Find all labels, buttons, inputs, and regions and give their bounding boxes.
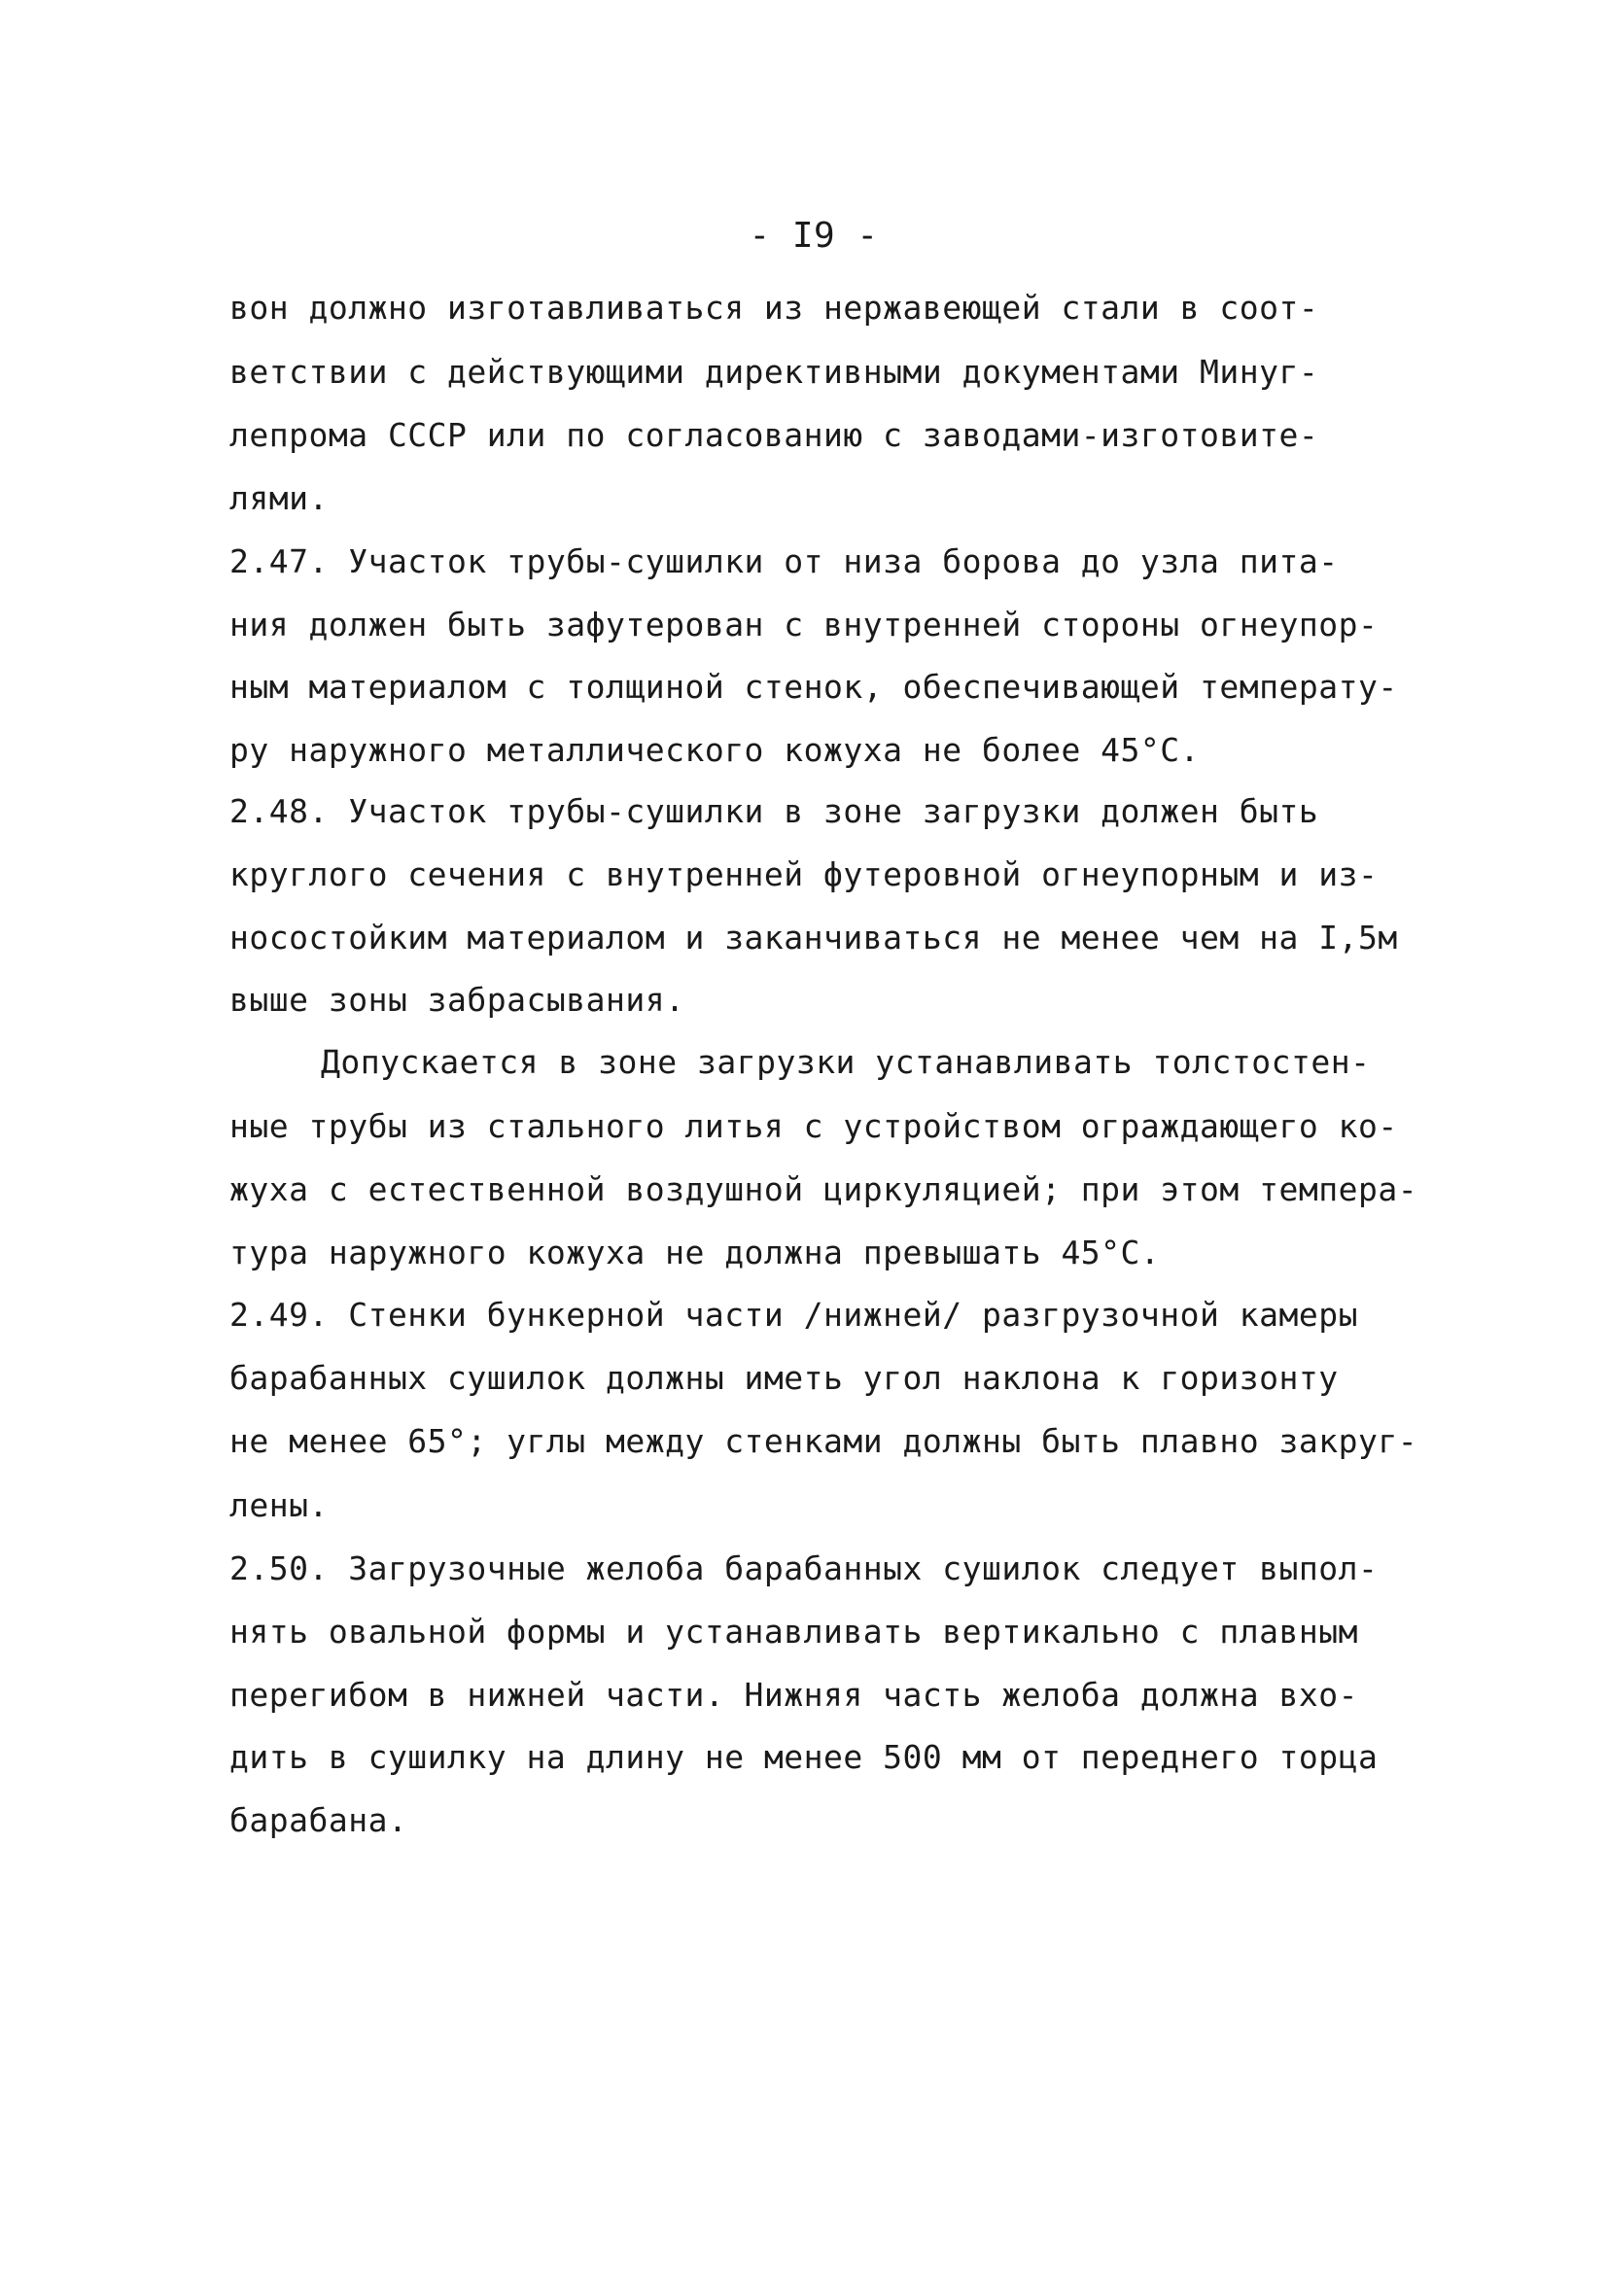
text-line: лены.	[229, 1486, 329, 1524]
text-line: ветствии с действующими директивными документами Минуг-	[229, 353, 1319, 391]
text-line: жуха с естественной воздушной циркуляцией; при этом темпера-	[229, 1170, 1418, 1208]
text-line: Допускается в зоне загрузки устанавливать толстостен-	[321, 1043, 1371, 1081]
text-line: 2.48. Участок трубы-сушилки в зоне загрузки должен быть	[229, 792, 1319, 830]
text-line: лями.	[229, 479, 329, 517]
text-line: ным материалом с толщиной стенок, обеспечивающей температу-	[229, 668, 1398, 706]
text-line: круглого сечения с внутренней футеровной огнеупорным и из-	[229, 855, 1379, 893]
text-line: дить в сушилку на длину не менее 500 мм от переднего торца	[229, 1738, 1379, 1776]
text-line: выше зоны забрасывания.	[229, 981, 685, 1019]
page-number: - I9 -	[749, 216, 879, 256]
text-line: нять овальной формы и устанавливать вертикально с плавным	[229, 1613, 1358, 1651]
text-line: барабанных сушилок должны иметь угол наклона к горизонту	[229, 1359, 1339, 1397]
text-line: барабана.	[229, 1801, 408, 1839]
text-line: лепрома СССР или по согласованию с заводами-изготовите-	[229, 416, 1319, 454]
text-line: ру наружного металлического кожуха не более 45°С.	[229, 731, 1201, 769]
text-line: 2.47. Участок трубы-сушилки от низа борова до узла пита-	[229, 542, 1339, 580]
text-line: 2.49. Стенки бункерной части /нижней/ разгрузочной камеры	[229, 1296, 1358, 1334]
text-line: ные трубы из стального литья с устройством ограждающего ко-	[229, 1107, 1398, 1145]
text-line: перегибом в нижней части. Нижняя часть желоба должна вхо-	[229, 1676, 1358, 1714]
text-line: ния должен быть зафутерован с внутренней стороны огнеупор-	[229, 606, 1379, 644]
text-line: тура наружного кожуха не должна превышать 45°С.	[229, 1234, 1161, 1271]
text-line: носостойким материалом и заканчиваться не менее чем на I,5м	[229, 919, 1398, 957]
text-line: 2.50. Загрузочные желоба барабанных сушилок следует выпол-	[229, 1549, 1379, 1587]
text-line: вон должно изготавливаться из нержавеющей стали в соот-	[229, 289, 1319, 327]
text-line: не менее 65°; углы между стенками должны быть плавно закруг-	[229, 1422, 1418, 1460]
